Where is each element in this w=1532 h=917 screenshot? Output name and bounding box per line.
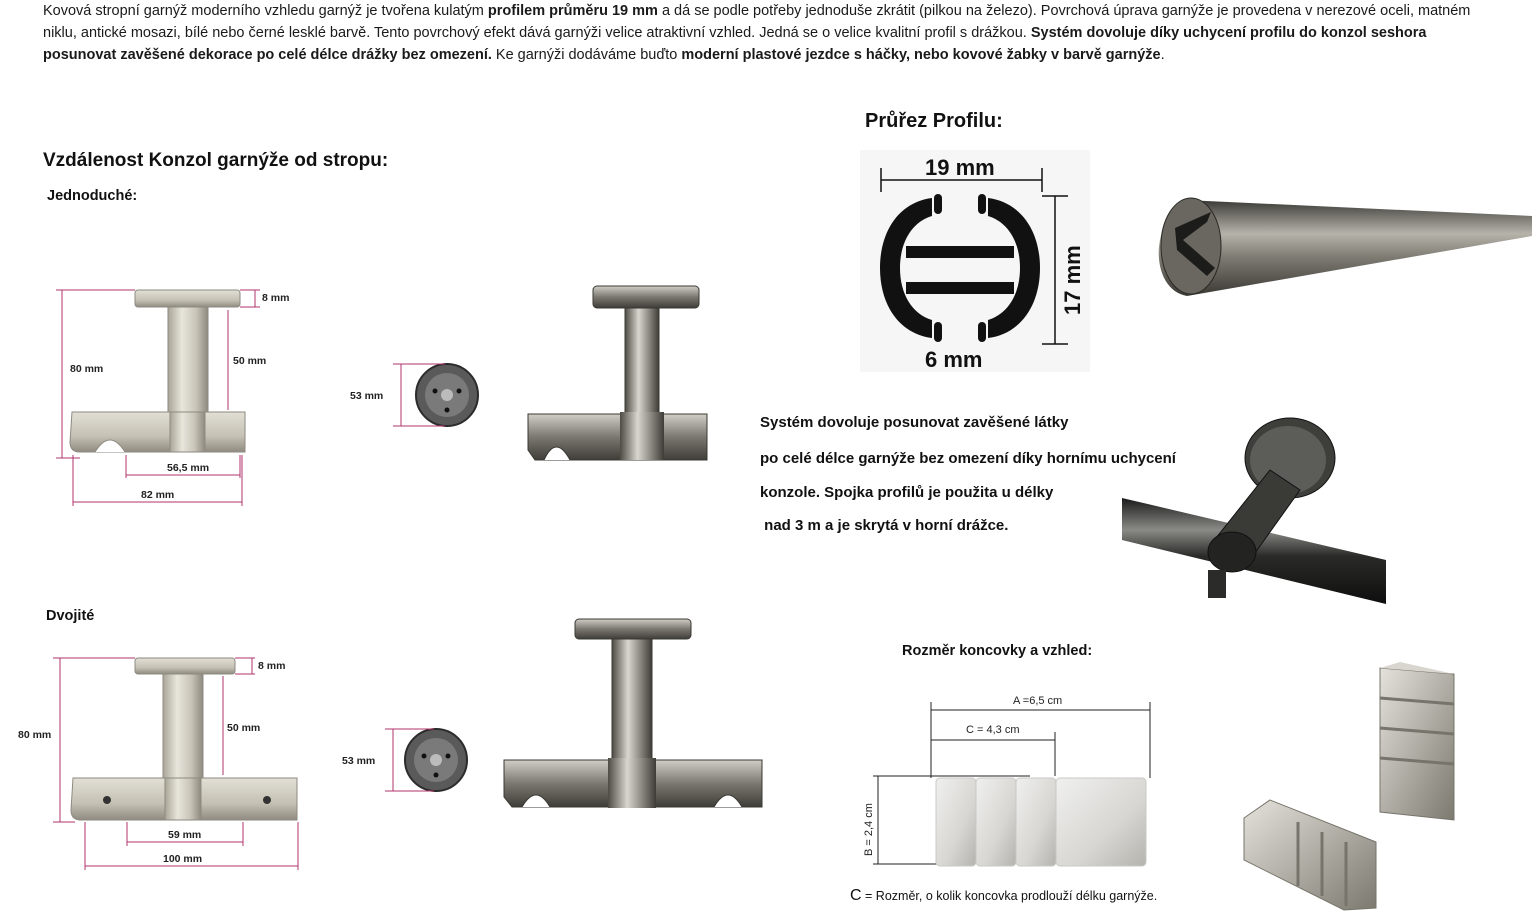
stem [168,307,208,417]
intro-paragraph [43,0,1483,66]
profile-title: Průřez Profilu: [865,110,1003,132]
endcap-note [850,887,1157,905]
profile-width: 19 mm [925,155,995,180]
single-plate-diagram [345,355,485,435]
endcap-dim-c: C = 4,3 cm [966,724,1020,736]
endcap-dim-b: B = 2,4 cm [863,803,875,856]
single-bracket-diagram [40,280,310,525]
rod-photo [1155,188,1532,303]
intro-text-3: Ke garnýži dodáváme buďto [491,47,682,63]
single-dim-inner: 56,5 mm [167,462,210,474]
intro-bold-1: profilem průměru 19 mm [487,3,658,19]
endcap-title: Rozměr koncovky a vzhled: [902,643,1093,659]
rod-clamp [70,412,245,452]
system-desc-line-2: po celé délce garnýže bez omezení díky hornímu uchycení [760,450,1176,467]
single-dim-width: 82 mm [141,489,175,501]
intro-text-2: a dá se podle potřeby jednoduše zkrátit (pilkou na železo). Povrchová úprava garnýže je provedena v nerezové oceli, matném niklu, antické mosazi, bílé nebo černé lesklé barvě. Tento povrchový efekt dává garnýži velice atraktivní vzhled. Jedná se o velice kvalitní profil s drážkou. [43,3,1471,41]
endcap-vertical [1380,662,1454,820]
endcap-dim-a: A =6,5 cm [1013,695,1063,707]
bracket-on-rod-photo [1120,410,1390,605]
endcap-note-text: = Rozměr, o kolik koncovka prodlouží délku garnýže. [861,889,1158,903]
system-desc-line-4: nad 3 m a je skrytá v horní drážce. [760,517,1009,534]
single-dim-height: 80 mm [70,363,104,375]
profile-height: 17 mm [1060,245,1085,315]
double-plate-diagram [338,720,478,800]
endcap-note-letter: C [850,887,862,904]
endcap-diagram [848,688,1188,913]
brackets-title: Vzdálenost Konzol garnýže od stropu: [43,150,389,171]
single-dim-diameter: 53 mm [350,390,384,402]
double-dim-stem: 50 mm [227,722,261,734]
intro-bold-3: moderní plastové jezdce s háčky, nebo kovové žabky v barvě garnýže [681,47,1161,63]
double-dim-top: 8 mm [258,660,286,672]
double-bracket-photo [500,615,768,815]
single-dim-stem: 50 mm [233,355,267,367]
endcap-horizontal [1244,800,1376,910]
intro-bold-2: Systém dovoluje díky uchycení profilu do konzol seshora posunovat zavěšené dekorace po celé délce drážky bez omezení. [43,25,1427,63]
double-dim-width: 100 mm [163,853,203,865]
single-label: Jednoduché: [47,188,138,204]
double-dim-height: 80 mm [18,729,52,741]
double-label: Dvojité [46,608,95,624]
profile-slot: 6 mm [925,347,983,372]
endcap-photos [1240,660,1460,915]
mount-plate [135,290,240,307]
double-bracket-diagram [15,650,315,875]
system-desc-line-3: konzole. Spojka profilů je použita u délky [760,484,1054,501]
double-dim-diameter: 53 mm [342,755,376,767]
single-bracket-photo [520,282,715,464]
double-dim-inner: 59 mm [168,829,202,841]
intro-text-4: . [1160,47,1165,63]
single-dim-top: 8 mm [262,292,290,304]
intro-text-1: Kovová stropní garnýž moderního vzhledu garnýž je tvořena kulatým [43,3,488,19]
system-desc-line-1: Systém dovoluje posunovat zavěšené látky [760,414,1069,431]
profile-cross-section [860,150,1090,372]
